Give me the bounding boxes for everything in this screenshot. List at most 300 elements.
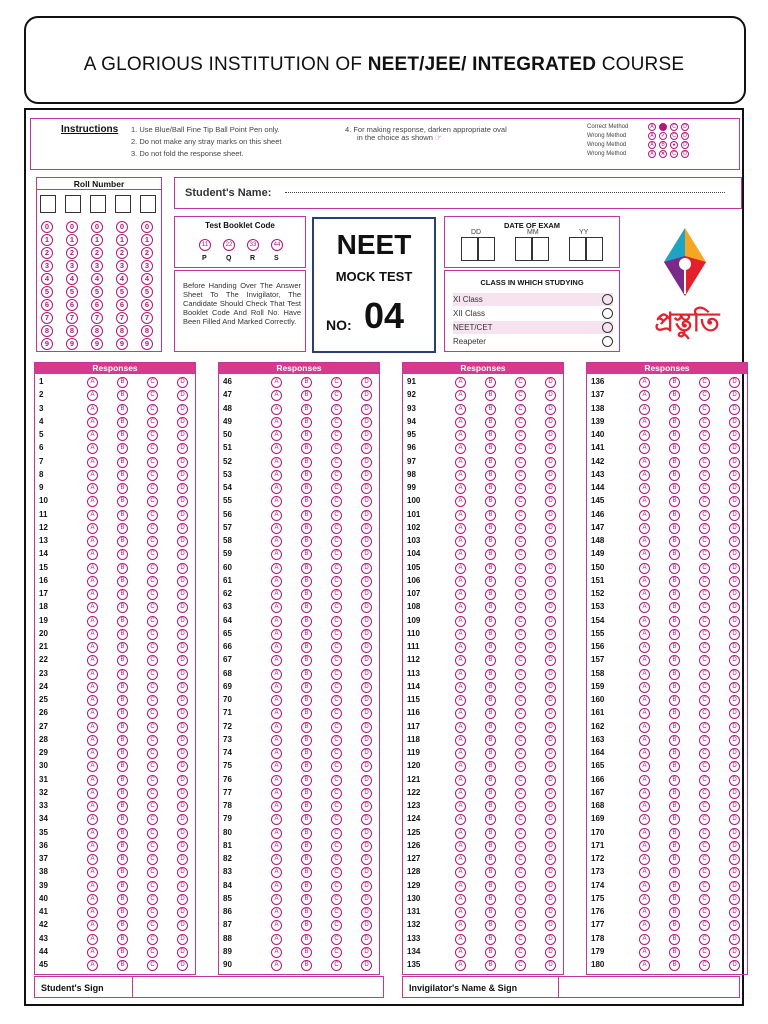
answer-bubble-c[interactable]: C bbox=[699, 854, 710, 865]
answer-bubble-c[interactable]: C bbox=[515, 510, 526, 521]
booklet-code-bubble[interactable]: 11 bbox=[199, 239, 211, 251]
answer-bubble-a[interactable]: A bbox=[271, 417, 282, 428]
radio-icon[interactable] bbox=[602, 308, 613, 319]
roll-digit-box[interactable] bbox=[115, 195, 131, 213]
answer-bubble-b[interactable]: B bbox=[669, 549, 680, 560]
answer-bubble-b[interactable]: B bbox=[301, 470, 312, 481]
answer-bubble-a[interactable]: A bbox=[271, 828, 282, 839]
answer-bubble-d[interactable]: D bbox=[729, 682, 740, 693]
answer-bubble-d[interactable]: D bbox=[177, 390, 188, 401]
answer-bubble-d[interactable]: D bbox=[545, 881, 556, 892]
answer-bubble-d[interactable]: D bbox=[361, 682, 372, 693]
answer-bubble-a[interactable]: A bbox=[271, 708, 282, 719]
answer-bubble-a[interactable]: A bbox=[271, 695, 282, 706]
answer-bubble-a[interactable]: A bbox=[455, 443, 466, 454]
answer-bubble-a[interactable]: A bbox=[455, 867, 466, 878]
answer-bubble-b[interactable]: B bbox=[669, 894, 680, 905]
answer-bubble-a[interactable]: A bbox=[271, 761, 282, 772]
answer-bubble-b[interactable]: B bbox=[669, 616, 680, 627]
answer-bubble-d[interactable]: D bbox=[545, 828, 556, 839]
answer-bubble-d[interactable]: D bbox=[361, 708, 372, 719]
answer-bubble-d[interactable]: D bbox=[361, 934, 372, 945]
answer-bubble-b[interactable]: B bbox=[669, 947, 680, 958]
answer-bubble-d[interactable]: D bbox=[545, 708, 556, 719]
answer-bubble-d[interactable]: D bbox=[361, 854, 372, 865]
answer-bubble-a[interactable]: A bbox=[271, 629, 282, 640]
answer-bubble-b[interactable]: B bbox=[301, 616, 312, 627]
answer-bubble-b[interactable]: B bbox=[669, 854, 680, 865]
answer-bubble-d[interactable]: D bbox=[729, 616, 740, 627]
roll-digit-bubble[interactable]: 8 bbox=[66, 325, 78, 337]
answer-bubble-b[interactable]: B bbox=[117, 748, 128, 759]
answer-bubble-c[interactable]: C bbox=[331, 602, 342, 613]
answer-bubble-b[interactable]: B bbox=[117, 642, 128, 653]
answer-bubble-c[interactable]: C bbox=[515, 576, 526, 587]
answer-bubble-d[interactable]: D bbox=[177, 907, 188, 918]
answer-bubble-b[interactable]: B bbox=[301, 457, 312, 468]
answer-bubble-a[interactable]: A bbox=[455, 549, 466, 560]
answer-bubble-d[interactable]: D bbox=[361, 669, 372, 680]
answer-bubble-a[interactable]: A bbox=[271, 616, 282, 627]
answer-bubble-a[interactable]: A bbox=[639, 377, 650, 388]
answer-bubble-d[interactable]: D bbox=[729, 443, 740, 454]
answer-bubble-b[interactable]: B bbox=[485, 748, 496, 759]
answer-bubble-d[interactable]: D bbox=[361, 443, 372, 454]
answer-bubble-c[interactable]: C bbox=[699, 682, 710, 693]
answer-bubble-d[interactable]: D bbox=[177, 947, 188, 958]
answer-bubble-a[interactable]: A bbox=[639, 881, 650, 892]
answer-bubble-a[interactable]: A bbox=[87, 483, 98, 494]
answer-bubble-c[interactable]: C bbox=[147, 735, 158, 746]
answer-bubble-a[interactable]: A bbox=[639, 854, 650, 865]
answer-bubble-b[interactable]: B bbox=[301, 881, 312, 892]
answer-bubble-b[interactable]: B bbox=[669, 589, 680, 600]
answer-bubble-a[interactable]: A bbox=[455, 947, 466, 958]
answer-bubble-c[interactable]: C bbox=[699, 907, 710, 918]
answer-bubble-d[interactable]: D bbox=[177, 775, 188, 786]
answer-bubble-b[interactable]: B bbox=[117, 854, 128, 865]
answer-bubble-a[interactable]: A bbox=[639, 761, 650, 772]
answer-bubble-b[interactable]: B bbox=[485, 589, 496, 600]
answer-bubble-c[interactable]: C bbox=[147, 377, 158, 388]
roll-digit-bubble[interactable]: 6 bbox=[66, 299, 78, 311]
answer-bubble-b[interactable]: B bbox=[669, 430, 680, 441]
roll-digit-bubble[interactable]: 1 bbox=[91, 234, 103, 246]
answer-bubble-a[interactable]: A bbox=[639, 960, 650, 971]
answer-bubble-a[interactable]: A bbox=[271, 536, 282, 547]
answer-bubble-c[interactable]: C bbox=[331, 801, 342, 812]
answer-bubble-c[interactable]: C bbox=[515, 775, 526, 786]
date-digit-box[interactable] bbox=[478, 237, 495, 261]
answer-bubble-a[interactable]: A bbox=[87, 616, 98, 627]
answer-bubble-d[interactable]: D bbox=[361, 814, 372, 825]
answer-bubble-b[interactable]: B bbox=[301, 894, 312, 905]
answer-bubble-c[interactable]: C bbox=[331, 934, 342, 945]
answer-bubble-d[interactable]: D bbox=[729, 708, 740, 719]
answer-bubble-b[interactable]: B bbox=[117, 907, 128, 918]
answer-bubble-b[interactable]: B bbox=[485, 483, 496, 494]
answer-bubble-d[interactable]: D bbox=[177, 589, 188, 600]
answer-bubble-b[interactable]: B bbox=[117, 881, 128, 892]
answer-bubble-c[interactable]: C bbox=[515, 523, 526, 534]
answer-bubble-a[interactable]: A bbox=[455, 907, 466, 918]
answer-bubble-a[interactable]: A bbox=[87, 642, 98, 653]
answer-bubble-a[interactable]: A bbox=[271, 549, 282, 560]
answer-bubble-a[interactable]: A bbox=[455, 761, 466, 772]
answer-bubble-c[interactable]: C bbox=[331, 894, 342, 905]
answer-bubble-a[interactable]: A bbox=[455, 695, 466, 706]
answer-bubble-b[interactable]: B bbox=[485, 536, 496, 547]
answer-bubble-d[interactable]: D bbox=[177, 828, 188, 839]
answer-bubble-d[interactable]: D bbox=[545, 761, 556, 772]
answer-bubble-b[interactable]: B bbox=[485, 443, 496, 454]
answer-bubble-c[interactable]: C bbox=[515, 881, 526, 892]
answer-bubble-c[interactable]: C bbox=[515, 960, 526, 971]
answer-bubble-b[interactable]: B bbox=[485, 523, 496, 534]
answer-bubble-b[interactable]: B bbox=[301, 735, 312, 746]
answer-bubble-a[interactable]: A bbox=[271, 841, 282, 852]
roll-digit-bubble[interactable]: 2 bbox=[141, 247, 153, 259]
answer-bubble-b[interactable]: B bbox=[485, 867, 496, 878]
answer-bubble-d[interactable]: D bbox=[361, 841, 372, 852]
answer-bubble-d[interactable]: D bbox=[361, 881, 372, 892]
answer-bubble-c[interactable]: C bbox=[147, 390, 158, 401]
answer-bubble-c[interactable]: C bbox=[699, 881, 710, 892]
answer-bubble-a[interactable]: A bbox=[639, 907, 650, 918]
answer-bubble-a[interactable]: A bbox=[455, 496, 466, 507]
answer-bubble-d[interactable]: D bbox=[361, 748, 372, 759]
answer-bubble-d[interactable]: D bbox=[361, 695, 372, 706]
answer-bubble-b[interactable]: B bbox=[301, 775, 312, 786]
answer-bubble-b[interactable]: B bbox=[485, 801, 496, 812]
answer-bubble-c[interactable]: C bbox=[515, 920, 526, 931]
answer-bubble-a[interactable]: A bbox=[87, 828, 98, 839]
answer-bubble-b[interactable]: B bbox=[485, 894, 496, 905]
answer-bubble-c[interactable]: C bbox=[147, 801, 158, 812]
answer-bubble-d[interactable]: D bbox=[729, 761, 740, 772]
answer-bubble-a[interactable]: A bbox=[87, 920, 98, 931]
answer-bubble-c[interactable]: C bbox=[147, 629, 158, 640]
answer-bubble-b[interactable]: B bbox=[117, 563, 128, 574]
answer-bubble-b[interactable]: B bbox=[485, 496, 496, 507]
answer-bubble-c[interactable]: C bbox=[515, 748, 526, 759]
answer-bubble-d[interactable]: D bbox=[361, 947, 372, 958]
answer-bubble-a[interactable]: A bbox=[87, 536, 98, 547]
answer-bubble-c[interactable]: C bbox=[331, 470, 342, 481]
answer-bubble-d[interactable]: D bbox=[545, 629, 556, 640]
answer-bubble-b[interactable]: B bbox=[117, 775, 128, 786]
answer-bubble-d[interactable]: D bbox=[361, 510, 372, 521]
roll-digit-bubble[interactable]: 1 bbox=[41, 234, 53, 246]
answer-bubble-b[interactable]: B bbox=[301, 841, 312, 852]
answer-bubble-a[interactable]: A bbox=[455, 523, 466, 534]
roll-digit-bubble[interactable]: 9 bbox=[141, 338, 153, 350]
answer-bubble-b[interactable]: B bbox=[301, 682, 312, 693]
answer-bubble-c[interactable]: C bbox=[331, 536, 342, 547]
answer-bubble-c[interactable]: C bbox=[699, 669, 710, 680]
answer-bubble-a[interactable]: A bbox=[271, 576, 282, 587]
answer-bubble-d[interactable]: D bbox=[545, 695, 556, 706]
answer-bubble-d[interactable]: D bbox=[545, 417, 556, 428]
answer-bubble-a[interactable]: A bbox=[455, 708, 466, 719]
answer-bubble-b[interactable]: B bbox=[485, 881, 496, 892]
booklet-code-bubble[interactable]: 22 bbox=[223, 239, 235, 251]
answer-bubble-b[interactable]: B bbox=[301, 510, 312, 521]
roll-digit-bubble[interactable]: 8 bbox=[116, 325, 128, 337]
answer-bubble-d[interactable]: D bbox=[729, 483, 740, 494]
answer-bubble-a[interactable]: A bbox=[271, 735, 282, 746]
answer-bubble-c[interactable]: C bbox=[147, 708, 158, 719]
roll-digit-bubble[interactable]: 2 bbox=[91, 247, 103, 259]
answer-bubble-b[interactable]: B bbox=[301, 549, 312, 560]
answer-bubble-b[interactable]: B bbox=[669, 470, 680, 481]
answer-bubble-c[interactable]: C bbox=[515, 854, 526, 865]
answer-bubble-a[interactable]: A bbox=[87, 669, 98, 680]
answer-bubble-a[interactable]: A bbox=[639, 457, 650, 468]
answer-bubble-d[interactable]: D bbox=[361, 867, 372, 878]
radio-icon[interactable] bbox=[602, 336, 613, 347]
answer-bubble-b[interactable]: B bbox=[301, 642, 312, 653]
answer-bubble-c[interactable]: C bbox=[331, 417, 342, 428]
answer-bubble-d[interactable]: D bbox=[545, 894, 556, 905]
answer-bubble-a[interactable]: A bbox=[271, 814, 282, 825]
answer-bubble-d[interactable]: D bbox=[729, 695, 740, 706]
answer-bubble-a[interactable]: A bbox=[455, 960, 466, 971]
answer-bubble-a[interactable]: A bbox=[271, 669, 282, 680]
answer-bubble-b[interactable]: B bbox=[485, 629, 496, 640]
answer-bubble-d[interactable]: D bbox=[177, 920, 188, 931]
answer-bubble-d[interactable]: D bbox=[177, 761, 188, 772]
answer-bubble-d[interactable]: D bbox=[545, 655, 556, 666]
answer-bubble-c[interactable]: C bbox=[147, 576, 158, 587]
answer-bubble-a[interactable]: A bbox=[455, 470, 466, 481]
answer-bubble-c[interactable]: C bbox=[699, 629, 710, 640]
answer-bubble-d[interactable]: D bbox=[729, 920, 740, 931]
answer-bubble-c[interactable]: C bbox=[147, 549, 158, 560]
answer-bubble-d[interactable]: D bbox=[177, 549, 188, 560]
answer-bubble-b[interactable]: B bbox=[669, 708, 680, 719]
answer-bubble-a[interactable]: A bbox=[87, 655, 98, 666]
answer-bubble-c[interactable]: C bbox=[147, 510, 158, 521]
roll-digit-bubble[interactable]: 4 bbox=[141, 273, 153, 285]
roll-digit-bubble[interactable]: 0 bbox=[116, 221, 128, 233]
answer-bubble-b[interactable]: B bbox=[117, 616, 128, 627]
answer-bubble-b[interactable]: B bbox=[117, 629, 128, 640]
answer-bubble-c[interactable]: C bbox=[147, 854, 158, 865]
answer-bubble-d[interactable]: D bbox=[545, 960, 556, 971]
answer-bubble-c[interactable]: C bbox=[515, 377, 526, 388]
answer-bubble-b[interactable]: B bbox=[117, 430, 128, 441]
answer-bubble-d[interactable]: D bbox=[729, 814, 740, 825]
answer-bubble-a[interactable]: A bbox=[455, 655, 466, 666]
answer-bubble-b[interactable]: B bbox=[669, 841, 680, 852]
answer-bubble-a[interactable]: A bbox=[455, 576, 466, 587]
answer-bubble-a[interactable]: A bbox=[87, 443, 98, 454]
answer-bubble-a[interactable]: A bbox=[87, 894, 98, 905]
answer-bubble-c[interactable]: C bbox=[331, 854, 342, 865]
answer-bubble-d[interactable]: D bbox=[361, 761, 372, 772]
answer-bubble-c[interactable]: C bbox=[699, 470, 710, 481]
roll-digit-bubble[interactable]: 5 bbox=[91, 286, 103, 298]
answer-bubble-a[interactable]: A bbox=[455, 841, 466, 852]
answer-bubble-b[interactable]: B bbox=[117, 828, 128, 839]
answer-bubble-c[interactable]: C bbox=[515, 669, 526, 680]
answer-bubble-c[interactable]: C bbox=[699, 483, 710, 494]
answer-bubble-b[interactable]: B bbox=[485, 576, 496, 587]
answer-bubble-a[interactable]: A bbox=[455, 934, 466, 945]
answer-bubble-b[interactable]: B bbox=[301, 430, 312, 441]
roll-digit-bubble[interactable]: 2 bbox=[116, 247, 128, 259]
answer-bubble-d[interactable]: D bbox=[729, 629, 740, 640]
answer-bubble-b[interactable]: B bbox=[301, 814, 312, 825]
answer-bubble-d[interactable]: D bbox=[177, 894, 188, 905]
answer-bubble-c[interactable]: C bbox=[515, 417, 526, 428]
answer-bubble-b[interactable]: B bbox=[669, 682, 680, 693]
roll-digit-bubble[interactable]: 9 bbox=[116, 338, 128, 350]
answer-bubble-a[interactable]: A bbox=[455, 894, 466, 905]
roll-digit-bubble[interactable]: 4 bbox=[66, 273, 78, 285]
answer-bubble-c[interactable]: C bbox=[147, 814, 158, 825]
answer-bubble-c[interactable]: C bbox=[331, 510, 342, 521]
answer-bubble-c[interactable]: C bbox=[699, 576, 710, 587]
answer-bubble-a[interactable]: A bbox=[455, 616, 466, 627]
answer-bubble-b[interactable]: B bbox=[669, 629, 680, 640]
answer-bubble-d[interactable]: D bbox=[361, 589, 372, 600]
answer-bubble-a[interactable]: A bbox=[455, 775, 466, 786]
answer-bubble-b[interactable]: B bbox=[117, 655, 128, 666]
answer-bubble-c[interactable]: C bbox=[515, 589, 526, 600]
answer-bubble-d[interactable]: D bbox=[729, 907, 740, 918]
answer-bubble-d[interactable]: D bbox=[361, 894, 372, 905]
answer-bubble-d[interactable]: D bbox=[177, 430, 188, 441]
answer-bubble-d[interactable]: D bbox=[177, 814, 188, 825]
answer-bubble-c[interactable]: C bbox=[147, 602, 158, 613]
answer-bubble-a[interactable]: A bbox=[271, 920, 282, 931]
answer-bubble-a[interactable]: A bbox=[271, 443, 282, 454]
answer-bubble-d[interactable]: D bbox=[361, 536, 372, 547]
answer-bubble-b[interactable]: B bbox=[485, 549, 496, 560]
answer-bubble-d[interactable]: D bbox=[177, 934, 188, 945]
answer-bubble-a[interactable]: A bbox=[639, 536, 650, 547]
answer-bubble-c[interactable]: C bbox=[331, 483, 342, 494]
answer-bubble-b[interactable]: B bbox=[301, 390, 312, 401]
answer-bubble-d[interactable]: D bbox=[177, 576, 188, 587]
answer-bubble-b[interactable]: B bbox=[485, 934, 496, 945]
answer-bubble-b[interactable]: B bbox=[301, 708, 312, 719]
date-digit-box[interactable] bbox=[532, 237, 549, 261]
answer-bubble-a[interactable]: A bbox=[271, 483, 282, 494]
answer-bubble-c[interactable]: C bbox=[331, 761, 342, 772]
answer-bubble-d[interactable]: D bbox=[729, 881, 740, 892]
answer-bubble-b[interactable]: B bbox=[669, 960, 680, 971]
answer-bubble-b[interactable]: B bbox=[485, 920, 496, 931]
answer-bubble-c[interactable]: C bbox=[699, 563, 710, 574]
roll-digit-bubble[interactable]: 4 bbox=[91, 273, 103, 285]
answer-bubble-b[interactable]: B bbox=[485, 682, 496, 693]
answer-bubble-b[interactable]: B bbox=[669, 457, 680, 468]
answer-bubble-b[interactable]: B bbox=[669, 722, 680, 733]
answer-bubble-c[interactable]: C bbox=[147, 443, 158, 454]
roll-digit-bubble[interactable]: 1 bbox=[141, 234, 153, 246]
answer-bubble-c[interactable]: C bbox=[515, 404, 526, 415]
answer-bubble-d[interactable]: D bbox=[729, 523, 740, 534]
roll-digit-bubble[interactable]: 4 bbox=[116, 273, 128, 285]
answer-bubble-a[interactable]: A bbox=[639, 722, 650, 733]
answer-bubble-d[interactable]: D bbox=[545, 576, 556, 587]
answer-bubble-c[interactable]: C bbox=[147, 682, 158, 693]
answer-bubble-d[interactable]: D bbox=[361, 629, 372, 640]
answer-bubble-d[interactable]: D bbox=[545, 801, 556, 812]
answer-bubble-a[interactable]: A bbox=[271, 457, 282, 468]
answer-bubble-a[interactable]: A bbox=[87, 563, 98, 574]
answer-bubble-c[interactable]: C bbox=[515, 841, 526, 852]
answer-bubble-d[interactable]: D bbox=[545, 854, 556, 865]
answer-bubble-c[interactable]: C bbox=[147, 536, 158, 547]
answer-bubble-a[interactable]: A bbox=[639, 616, 650, 627]
answer-bubble-d[interactable]: D bbox=[729, 510, 740, 521]
answer-bubble-b[interactable]: B bbox=[117, 960, 128, 971]
date-digit-box[interactable] bbox=[586, 237, 603, 261]
booklet-code-bubble[interactable]: 33 bbox=[247, 239, 259, 251]
answer-bubble-a[interactable]: A bbox=[271, 960, 282, 971]
answer-bubble-a[interactable]: A bbox=[271, 722, 282, 733]
answer-bubble-a[interactable]: A bbox=[455, 510, 466, 521]
answer-bubble-d[interactable]: D bbox=[729, 457, 740, 468]
answer-bubble-b[interactable]: B bbox=[485, 708, 496, 719]
answer-bubble-d[interactable]: D bbox=[361, 457, 372, 468]
answer-bubble-b[interactable]: B bbox=[301, 629, 312, 640]
answer-bubble-c[interactable]: C bbox=[147, 642, 158, 653]
answer-bubble-a[interactable]: A bbox=[455, 920, 466, 931]
roll-digit-bubble[interactable]: 8 bbox=[91, 325, 103, 337]
answer-bubble-b[interactable]: B bbox=[485, 616, 496, 627]
answer-bubble-b[interactable]: B bbox=[485, 761, 496, 772]
answer-bubble-c[interactable]: C bbox=[147, 867, 158, 878]
answer-bubble-a[interactable]: A bbox=[87, 854, 98, 865]
answer-bubble-c[interactable]: C bbox=[515, 616, 526, 627]
answer-bubble-d[interactable]: D bbox=[545, 589, 556, 600]
answer-bubble-c[interactable]: C bbox=[147, 616, 158, 627]
answer-bubble-d[interactable]: D bbox=[177, 496, 188, 507]
answer-bubble-d[interactable]: D bbox=[729, 655, 740, 666]
answer-bubble-b[interactable]: B bbox=[485, 735, 496, 746]
answer-bubble-a[interactable]: A bbox=[87, 430, 98, 441]
answer-bubble-c[interactable]: C bbox=[699, 377, 710, 388]
class-option-neet[interactable]: NEET/CET bbox=[453, 321, 613, 334]
answer-bubble-c[interactable]: C bbox=[331, 669, 342, 680]
answer-bubble-b[interactable]: B bbox=[485, 417, 496, 428]
answer-bubble-d[interactable]: D bbox=[177, 801, 188, 812]
roll-digit-bubble[interactable]: 5 bbox=[116, 286, 128, 298]
answer-bubble-c[interactable]: C bbox=[699, 788, 710, 799]
answer-bubble-c[interactable]: C bbox=[331, 907, 342, 918]
answer-bubble-a[interactable]: A bbox=[271, 867, 282, 878]
answer-bubble-b[interactable]: B bbox=[117, 814, 128, 825]
answer-bubble-c[interactable]: C bbox=[515, 947, 526, 958]
answer-bubble-d[interactable]: D bbox=[361, 616, 372, 627]
answer-bubble-a[interactable]: A bbox=[639, 947, 650, 958]
answer-bubble-c[interactable]: C bbox=[147, 496, 158, 507]
answer-bubble-c[interactable]: C bbox=[147, 430, 158, 441]
answer-bubble-d[interactable]: D bbox=[545, 616, 556, 627]
answer-bubble-c[interactable]: C bbox=[699, 920, 710, 931]
answer-bubble-a[interactable]: A bbox=[87, 417, 98, 428]
answer-bubble-c[interactable]: C bbox=[331, 881, 342, 892]
roll-digit-bubble[interactable]: 8 bbox=[141, 325, 153, 337]
answer-bubble-a[interactable]: A bbox=[455, 642, 466, 653]
answer-bubble-b[interactable]: B bbox=[669, 523, 680, 534]
answer-bubble-a[interactable]: A bbox=[271, 801, 282, 812]
